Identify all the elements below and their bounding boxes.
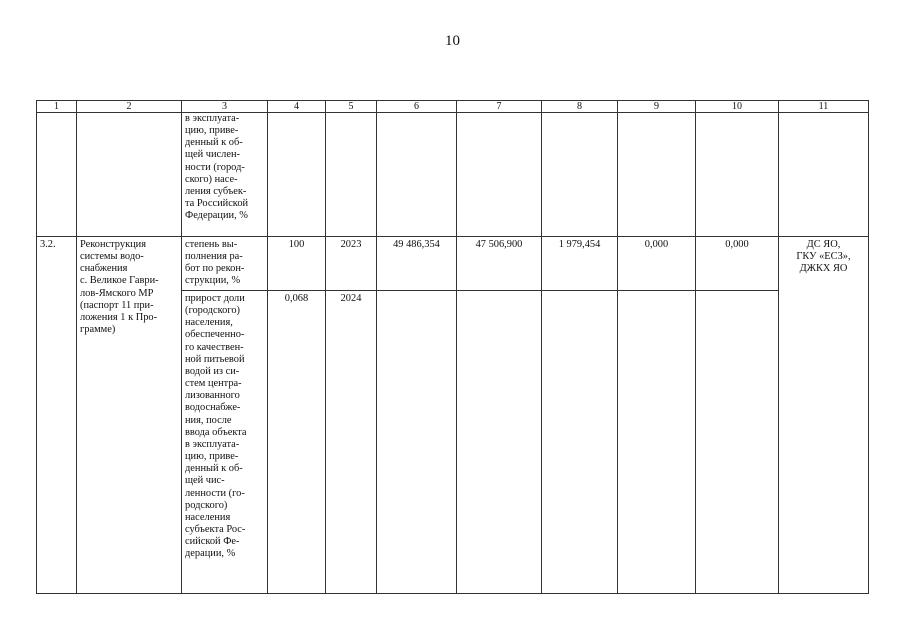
header-cell-9 bbox=[617, 100, 695, 112]
header-label-7: 7 bbox=[496, 101, 502, 112]
indicator-2-line-10: водоснабже- bbox=[185, 402, 241, 414]
object-name-line-6: (паспорт 11 при- bbox=[80, 299, 154, 311]
indicator-2-line-21: сийской Фе- bbox=[185, 536, 240, 548]
indicator-2-line-19: населения bbox=[185, 511, 231, 523]
continuation-indicator-line-4: щей числен- bbox=[185, 149, 240, 161]
header-label-3: 3 bbox=[222, 101, 227, 112]
total-funding: 49 486,354 bbox=[393, 239, 440, 250]
indicator-2-line-6: ной питьевой bbox=[185, 353, 245, 365]
indicator-2-line-20: субъекта Рос- bbox=[185, 523, 246, 535]
indicator-2-line-9: лизованного bbox=[185, 390, 240, 402]
continuation-cell-11 bbox=[778, 112, 869, 236]
indicator-2-cell bbox=[181, 290, 267, 594]
continuation-cell-9 bbox=[617, 112, 695, 236]
indicator-2-line-13: в эксплуата- bbox=[185, 438, 240, 450]
continuation-indicator-line-7: ления субъек- bbox=[185, 185, 247, 197]
header-label-2: 2 bbox=[126, 101, 132, 112]
indicator-2-line-4: обеспеченно- bbox=[185, 329, 245, 341]
funding-col-7-cell bbox=[456, 236, 541, 290]
continuation-indicator-line-5: ности (город- bbox=[185, 161, 245, 173]
indicator-1-cell bbox=[181, 236, 267, 290]
continuation-cell-2 bbox=[76, 112, 181, 236]
indicator-2-year-cell bbox=[325, 290, 376, 594]
funding-col-10-lower-cell bbox=[695, 290, 778, 594]
funding-col-9-lower-cell bbox=[617, 290, 695, 594]
object-name-cell bbox=[76, 236, 181, 594]
funding-col-8-cell bbox=[541, 236, 617, 290]
indicator-1-line-4: струкции, % bbox=[185, 275, 241, 287]
header-label-5: 5 bbox=[348, 101, 354, 112]
header-cell-7 bbox=[456, 100, 541, 112]
header-label-11: 11 bbox=[818, 101, 829, 112]
continuation-cell-3 bbox=[181, 112, 267, 236]
indicator-2-value: 0,068 bbox=[284, 293, 309, 304]
funding-col-9: 0,000 bbox=[644, 239, 669, 250]
indicator-2-line-1: прирост доли bbox=[185, 293, 245, 304]
header-label-1: 1 bbox=[54, 101, 59, 112]
continuation-indicator-line-8: та Российской bbox=[185, 198, 249, 210]
funding-col-8-lower-cell bbox=[541, 290, 617, 594]
continuation-indicator-line-1: в эксплуата- bbox=[185, 113, 240, 124]
object-name-line-3: снабжения bbox=[80, 263, 128, 275]
indicator-2-line-5: го качествен- bbox=[185, 341, 244, 353]
indicator-2-line-14: цию, приве- bbox=[185, 451, 239, 463]
header-label-6: 6 bbox=[414, 101, 419, 112]
responsible-line-3: ДЖКХ ЯО bbox=[799, 263, 848, 275]
row-number-cell bbox=[36, 236, 76, 594]
indicator-2-line-3: населения, bbox=[185, 317, 233, 329]
header-cell-8 bbox=[541, 100, 617, 112]
object-name-line-5: лов-Ямского МР bbox=[80, 287, 154, 299]
header-label-9: 9 bbox=[654, 101, 659, 112]
object-name-line-7: ложения 1 к Про- bbox=[80, 311, 158, 323]
indicator-2-line-2: (городского) bbox=[185, 305, 241, 317]
indicator-1-line-1: степень вы- bbox=[185, 239, 238, 250]
indicator-1-line-3: бот по рекон- bbox=[185, 263, 245, 275]
indicator-2-line-8: стем центра- bbox=[185, 378, 242, 390]
funding-col-7-lower-cell bbox=[456, 290, 541, 594]
object-name-line-1: Реконструкция bbox=[80, 239, 147, 250]
header-label-4: 4 bbox=[294, 101, 299, 112]
indicator-1-value-cell bbox=[267, 236, 325, 290]
responsible-cell bbox=[778, 236, 869, 594]
funding-col-8: 1 979,454 bbox=[558, 239, 601, 250]
header-cell-6 bbox=[376, 100, 456, 112]
continuation-indicator-line-3: денный к об- bbox=[185, 137, 243, 149]
indicator-2-line-22: дерации, % bbox=[185, 548, 236, 560]
header-label-8: 8 bbox=[577, 101, 582, 112]
indicator-2-year: 2024 bbox=[340, 293, 362, 304]
row-number: 3.2. bbox=[40, 239, 56, 250]
indicator-2-line-7: водой из си- bbox=[185, 365, 240, 377]
responsible-line-2: ГКУ «ЕСЗ», bbox=[796, 251, 851, 263]
continuation-cell-5 bbox=[325, 112, 376, 236]
header-label-10: 10 bbox=[732, 101, 742, 112]
indicator-1-value: 100 bbox=[288, 239, 305, 250]
page-number: 10 bbox=[445, 33, 460, 49]
indicator-1-line-2: полнения ра- bbox=[185, 251, 243, 263]
indicator-2-line-17: ленности (го- bbox=[185, 487, 245, 499]
indicator-2-value-cell bbox=[267, 290, 325, 594]
continuation-indicator-line-9: Федерации, % bbox=[185, 210, 248, 222]
indicator-2-line-11: ния, после bbox=[185, 414, 232, 426]
header-cell-1 bbox=[36, 100, 76, 112]
continuation-indicator-line-2: цию, приве- bbox=[185, 125, 239, 137]
total-funding-cell bbox=[376, 236, 456, 290]
header-cell-5 bbox=[325, 100, 376, 112]
continuation-cell-10 bbox=[695, 112, 778, 236]
indicator-2-line-18: родского) bbox=[185, 499, 228, 511]
continuation-indicator-line-6: ского) насе- bbox=[185, 173, 238, 185]
indicator-1-year-cell bbox=[325, 236, 376, 290]
object-name-line-8: грамме) bbox=[80, 324, 116, 336]
header-cell-11 bbox=[778, 100, 869, 112]
funding-col-10-cell bbox=[695, 236, 778, 290]
funding-col-7: 47 506,900 bbox=[475, 239, 523, 250]
indicator-2-line-15: денный к об- bbox=[185, 463, 243, 475]
total-funding-lower-cell bbox=[376, 290, 456, 594]
continuation-cell-1 bbox=[36, 112, 76, 236]
header-cell-4 bbox=[267, 100, 325, 112]
funding-col-9-cell bbox=[617, 236, 695, 290]
object-name-line-2: системы водо- bbox=[80, 251, 144, 263]
indicator-1-year: 2023 bbox=[340, 239, 362, 250]
object-name-line-4: с. Великое Гаври- bbox=[80, 275, 159, 287]
responsible-line-1: ДС ЯО, bbox=[806, 239, 841, 250]
continuation-cell-4 bbox=[267, 112, 325, 236]
continuation-cell-6 bbox=[376, 112, 456, 236]
continuation-cell-8 bbox=[541, 112, 617, 236]
header-cell-10 bbox=[695, 100, 778, 112]
funding-col-10: 0,000 bbox=[725, 239, 749, 250]
indicator-2-line-12: ввода объекта bbox=[185, 426, 247, 438]
indicator-2-line-16: щей чис- bbox=[185, 475, 225, 487]
header-cell-3 bbox=[181, 100, 267, 112]
continuation-cell-7 bbox=[456, 112, 541, 236]
header-cell-2 bbox=[76, 100, 181, 112]
